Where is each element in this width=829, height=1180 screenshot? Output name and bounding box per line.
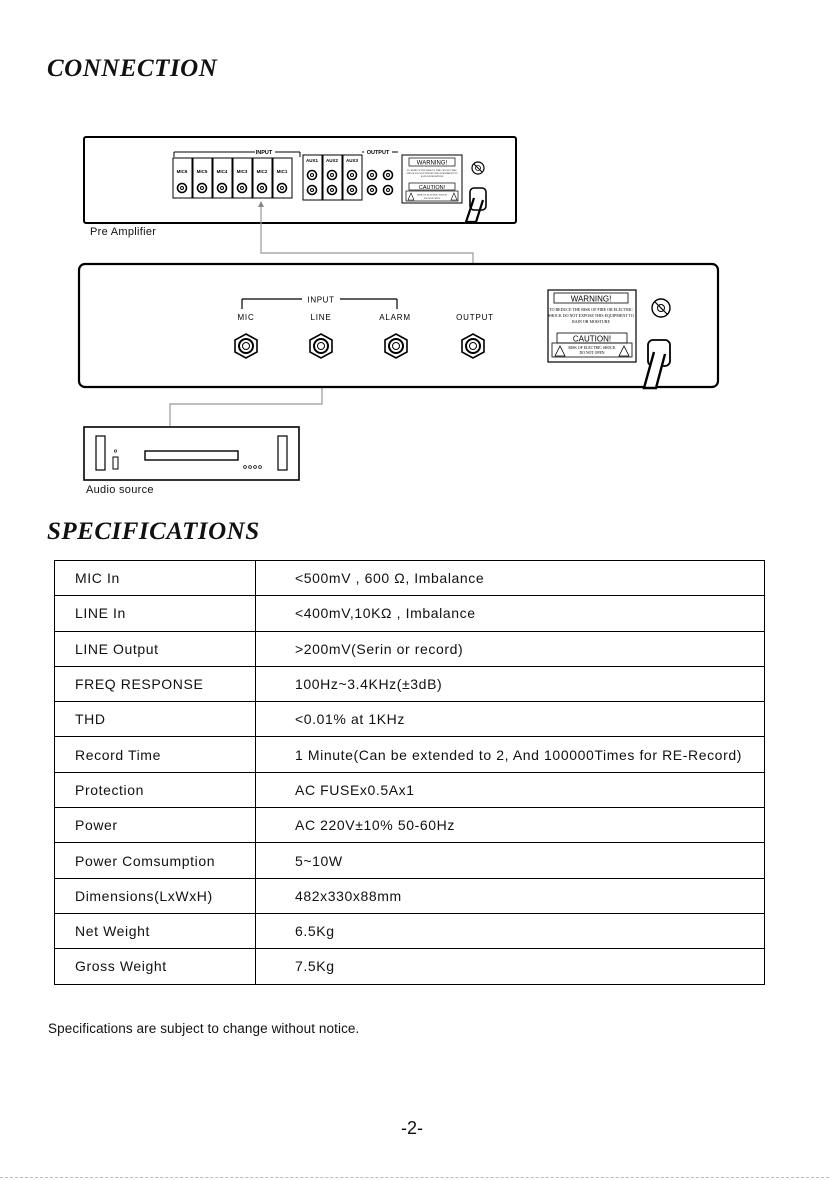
- spec-key: LINE Output: [55, 631, 256, 666]
- spec-key: FREQ RESPONSE: [55, 666, 256, 701]
- table-row: [55, 561, 765, 596]
- spec-key: Dimensions(LxWxH): [55, 878, 256, 913]
- spec-key: MIC In: [55, 561, 256, 596]
- main-caution-title: CAUTION!: [572, 334, 612, 344]
- pre-warning-text-2: SHOCK DO NOT EXPOSE THIS EQUIPMENT TO: [406, 172, 458, 175]
- spec-value: 6.5Kg: [256, 913, 765, 948]
- table-row: [55, 878, 765, 913]
- spec-key: Power Comsumption: [55, 843, 256, 878]
- pre-warning-title: WARNING!: [416, 160, 448, 167]
- main-jack-output: [462, 334, 484, 358]
- pre-caution-text-1: RISK OF ELECTRIC SHOCK: [417, 193, 447, 197]
- pre-caution-title: CAUTION!: [418, 185, 446, 191]
- main-jack-output-label: OUTPUT: [456, 313, 494, 322]
- main-caution-text-1: RISK OF ELECTRIC SHOCK: [568, 346, 616, 350]
- pre-warning-text-3: RAIN OR MOISTURE: [420, 175, 444, 178]
- spec-value: 7.5Kg: [256, 949, 765, 984]
- pre-jack-mic5: MIC5: [196, 169, 208, 174]
- pre-jack-aux3: AUX3: [345, 158, 359, 163]
- pre-jack-aux1: AUX1: [305, 158, 319, 163]
- pre-jack-mic4: MIC4: [216, 169, 228, 174]
- audio-source-device: [84, 427, 299, 480]
- main-caution-text-2: DO NOT OPEN: [579, 351, 605, 355]
- spec-value: 100Hz~3.4KHz(±3dB): [256, 666, 765, 701]
- spec-key: Record Time: [55, 737, 256, 772]
- main-jack-alarm: [385, 334, 407, 358]
- spec-value: AC 220V±10% 50-60Hz: [256, 808, 765, 843]
- main-warning-text-3: RAIN OR MOISTURE: [572, 319, 610, 324]
- main-jack-line-label: LINE: [310, 313, 332, 322]
- audio-source-caption: Audio source: [86, 484, 154, 496]
- specifications-heading: SPECIFICATIONS: [47, 518, 260, 545]
- footnote: Specifications are subject to change without notice.: [48, 1021, 360, 1036]
- spec-value: 482x330x88mm: [256, 878, 765, 913]
- specifications-table: [54, 560, 765, 985]
- spec-key: Power: [55, 808, 256, 843]
- spec-value: AC FUSEx0.5Ax1: [256, 772, 765, 807]
- table-row: [55, 949, 765, 984]
- main-jack-mic: [235, 334, 257, 358]
- spec-value: 5~10W: [256, 843, 765, 878]
- spec-value: <400mV,10KΩ , Imbalance: [256, 596, 765, 631]
- spec-key: THD: [55, 702, 256, 737]
- pre-warning-text-1: TO REDUCE THE RISK OF FIRE OR ELECTRIC: [407, 169, 457, 172]
- connection-diagram: [0, 120, 829, 510]
- spec-value: <0.01% at 1KHz: [256, 702, 765, 737]
- pre-jack-aux2: AUX2: [325, 158, 339, 163]
- pre-jack-mic1: MIC1: [276, 169, 288, 174]
- pre-output-label: OUTPUT: [366, 150, 390, 156]
- main-warning-text-2: SHOCK DO NOT EXPOSE THIS EQUIPMENT TO: [548, 313, 634, 318]
- page-bottom-divider: [0, 1177, 829, 1178]
- spec-key: Gross Weight: [55, 949, 256, 984]
- spec-value: >200mV(Serin or record): [256, 631, 765, 666]
- table-row: [55, 737, 765, 772]
- main-warning-text-1: TO REDUCE THE RISK OF FIRE OR ELECTRIC: [549, 307, 633, 312]
- table-row: [55, 702, 765, 737]
- main-warning-title: WARNING!: [570, 294, 612, 304]
- pre-jack-mic6: MIC6: [176, 169, 188, 174]
- spec-key: Protection: [55, 772, 256, 807]
- table-row: [55, 808, 765, 843]
- main-jack-alarm-label: ALARM: [379, 313, 411, 322]
- table-row: [55, 631, 765, 666]
- spec-value: <500mV , 600 Ω, Imbalance: [256, 561, 765, 596]
- table-row: [55, 772, 765, 807]
- pre-jack-mic3: MIC3: [236, 169, 248, 174]
- table-row: [55, 666, 765, 701]
- pre-jack-mic2: MIC2: [256, 169, 268, 174]
- pre-amplifier-panel: [84, 137, 516, 223]
- page-number: -2-: [401, 1118, 423, 1138]
- pre-caution-text-2: DO NOT OPEN: [424, 197, 440, 200]
- spec-value: 1 Minute(Can be extended to 2, And 100000Times for RE-Record): [256, 737, 765, 772]
- pre-amplifier-caption: Pre Amplifier: [90, 226, 157, 238]
- main-jack-line: [310, 334, 332, 358]
- main-unit-panel: [79, 264, 718, 388]
- connection-heading: CONNECTION: [47, 55, 218, 82]
- main-jack-mic-label: MIC: [237, 313, 255, 322]
- spec-key: LINE In: [55, 596, 256, 631]
- table-row: [55, 843, 765, 878]
- spec-key: Net Weight: [55, 913, 256, 948]
- main-input-label: INPUT: [307, 295, 335, 305]
- table-row: [55, 596, 765, 631]
- pre-input-label: INPUT: [255, 150, 273, 156]
- table-row: [55, 913, 765, 948]
